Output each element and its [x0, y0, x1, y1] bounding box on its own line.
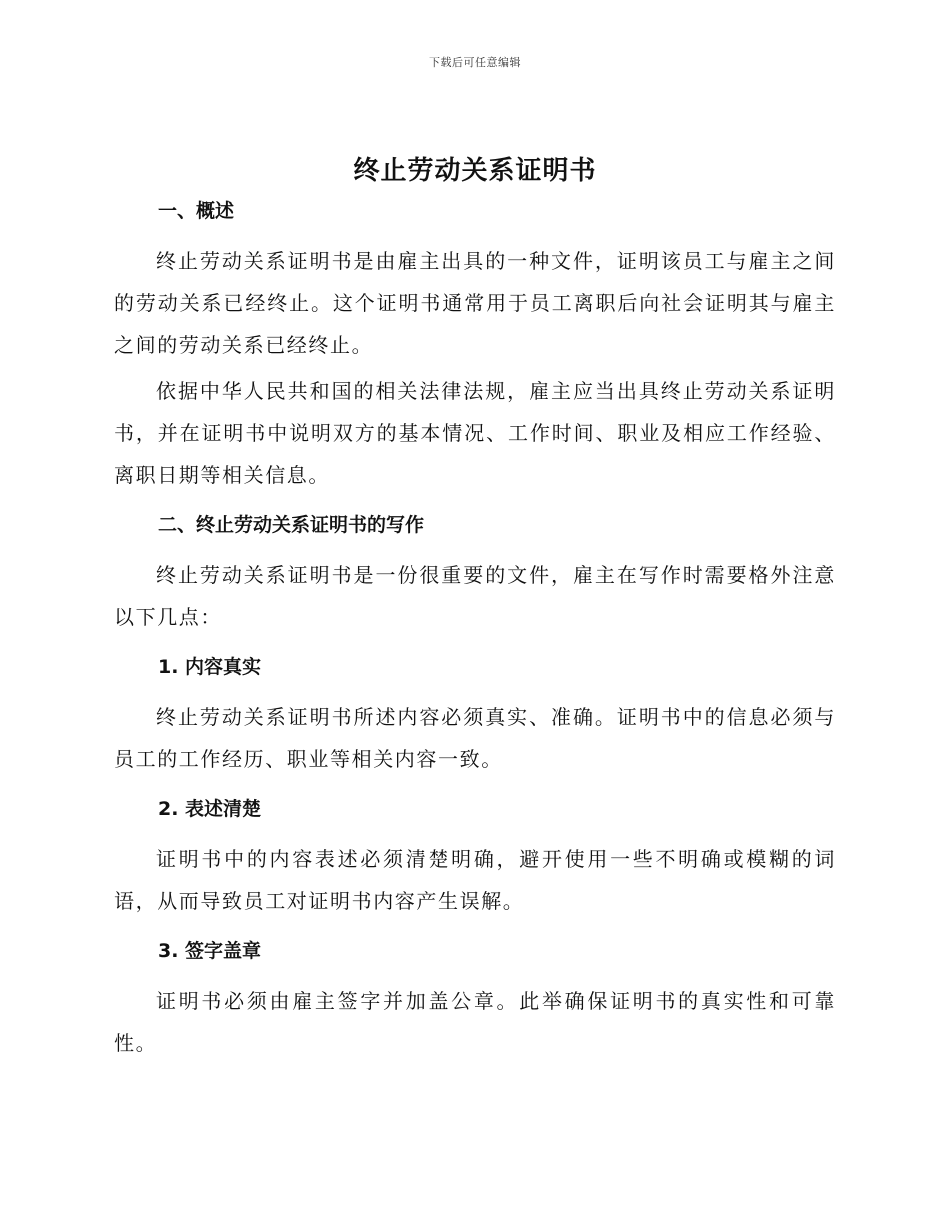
header-note: 下载后可任意编辑	[429, 56, 521, 69]
point-text-clear-expression: 证明书中的内容表述必须清楚明确，避开使用一些不明确或模糊的词语，从而导致员工对证明书内容产生误解。	[114, 847, 836, 913]
overview-paragraph-1: 终止劳动关系证明书是由雇主出具的一种文件，证明该员工与雇主之间的劳动关系已经终止。这个证明书通常用于员工离职后向社会证明其与雇主之间的劳动关系已经终止。	[114, 249, 836, 357]
point-heading-sign-seal: 3. 签字盖章	[158, 940, 262, 962]
section-heading-overview: 一、概述	[158, 200, 235, 222]
overview-paragraph-2: 依据中华人民共和国的相关法律法规，雇主应当出具终止劳动关系证明书，并在证明书中说明双方的基本情况、工作时间、职业及相应工作经验、离职日期等相关信息。	[114, 379, 836, 487]
point-heading-content-true: 1. 内容真实	[158, 656, 262, 678]
point-text-content-true: 终止劳动关系证明书所述内容必须真实、准确。证明书中的信息必须与员工的工作经历、职业等相关内容一致。	[114, 705, 836, 771]
writing-paragraph: 终止劳动关系证明书是一份很重要的文件，雇主在写作时需要格外注意以下几点：	[114, 563, 836, 629]
document-title: 终止劳动关系证明书	[353, 156, 597, 186]
section-heading-writing: 二、终止劳动关系证明书的写作	[158, 514, 425, 536]
document-body	[114, 192, 836, 1064]
point-text-sign-seal: 证明书必须由雇主签字并加盖公章。此举确保证明书的真实性和可靠性。	[114, 989, 836, 1055]
point-heading-clear-expression: 2. 表述清楚	[158, 798, 262, 820]
